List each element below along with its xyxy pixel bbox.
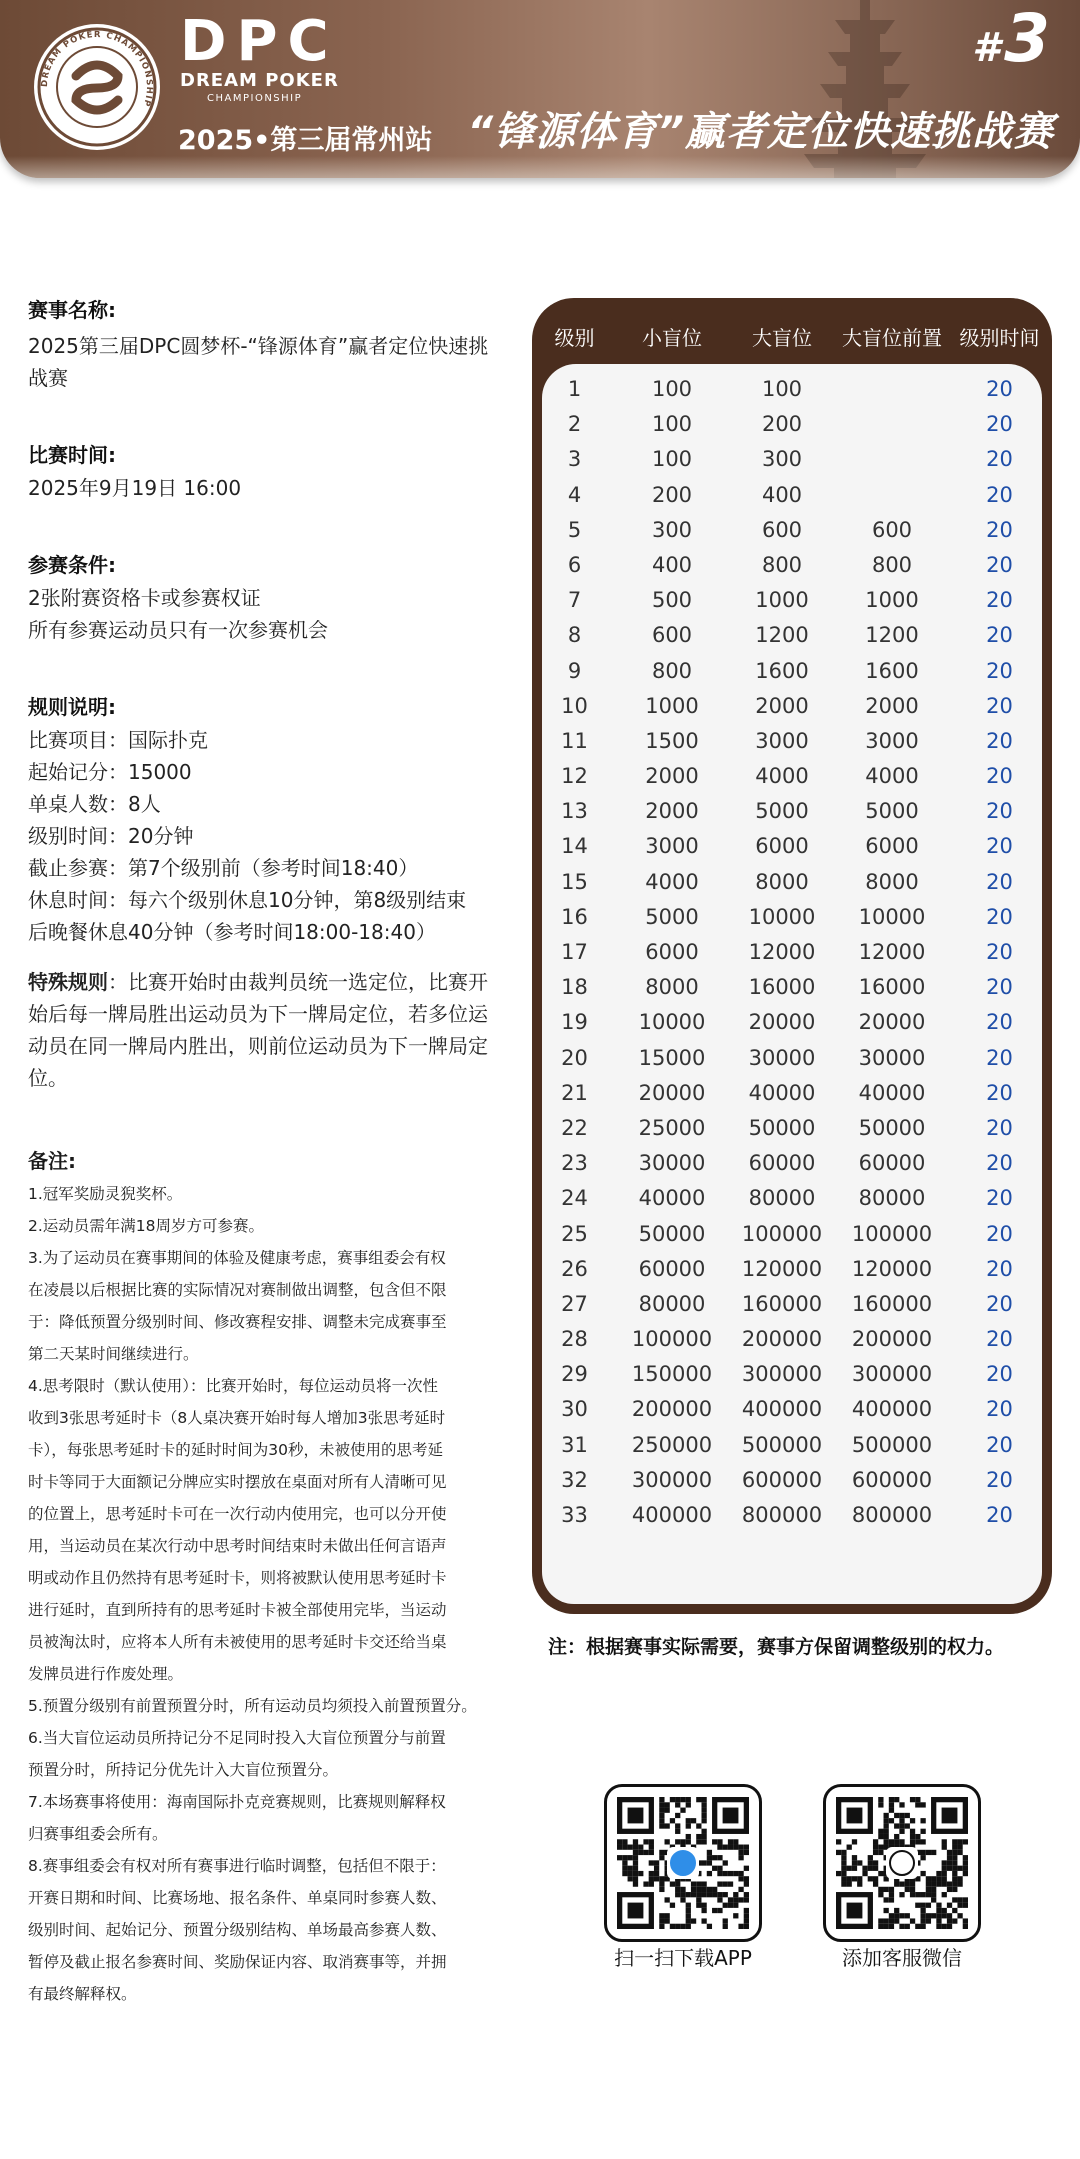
table-row [532,513,1052,548]
cell-level-time: 20 [986,377,1013,401]
note-line: 开赛日期和时间、比赛场地、报名条件、单桌同时参赛人数、 [28,1889,447,1907]
special-rules-label: 特殊规则 [28,970,108,994]
cell-big-blind-ante: 10000 [858,904,926,929]
cell-big-blind-ante: 100000 [851,1221,933,1246]
cell-level-time: 20 [986,482,1013,507]
cell-level-time: 20 [986,1186,1013,1211]
cell-level: 12 [561,764,588,789]
cell-big-blind: 300000 [741,1362,823,1387]
cell-big-blind: 10000 [748,904,816,929]
cell-level-time: 20 [986,764,1013,789]
note-line: 于：降低预置分级别时间、修改赛程安排、调整未完成赛事至 [28,1313,447,1331]
cell-big-blind-ante: 8000 [865,869,919,894]
cell-level: 31 [561,1432,588,1457]
cell-big-blind: 100 [761,377,803,401]
cell-big-blind-ante: 20000 [858,1010,926,1035]
table-row [532,759,1052,794]
tour-stop-title: 2025•第三届常州站 [178,125,433,156]
table-row [532,1146,1052,1181]
conditions-label: 参赛条件: [28,553,116,577]
cell-big-blind: 1200 [755,623,809,648]
note-line: 暂停及截止报名参赛时间、奖励保证内容、取消赛事等，并拥 [28,1953,447,1971]
cell-level: 1 [567,377,582,401]
dpc-logo-emblem [34,24,160,150]
rule-line: 休息时间：每六个级别休息10分钟，第8级别结束 [28,888,467,912]
header-big-blind-ante: 大盲位前置 [842,326,942,350]
cell-level: 16 [561,904,588,929]
note-line: 用，当运动员在某次行动中思考时间结束时未做出任何言语声 [28,1537,447,1555]
cell-big-blind: 4000 [755,764,809,789]
cell-level-time: 20 [986,1010,1013,1035]
rule-line: 比赛项目：国际扑克 [28,728,208,752]
cell-level-time: 20 [986,869,1013,894]
header-level: 级别 [554,326,595,350]
cell-big-blind-ante [837,407,947,442]
cell-level: 23 [561,1151,588,1176]
rule-line: 单桌人数：8人 [28,792,161,816]
cell-big-blind: 500000 [741,1432,823,1457]
rule-line: 起始记分：15000 [28,760,192,784]
cell-level: 18 [561,975,588,1000]
cell-level: 21 [561,1080,588,1105]
table-footnote: 注：根据赛事实际需要，赛事方保留调整级别的权力。 [548,1636,1005,1658]
cell-level: 28 [561,1327,588,1352]
cell-big-blind-ante: 1000 [865,588,919,613]
cell-small-blind: 300000 [631,1467,713,1492]
cell-big-blind-ante: 12000 [858,940,926,964]
cell-level-time: 20 [986,975,1013,1000]
cell-big-blind: 6000 [755,834,809,859]
cell-level-time: 20 [986,552,1013,577]
cell-level-time: 20 [986,623,1013,648]
brand-line-2: CHAMPIONSHIP [207,93,303,104]
cell-small-blind: 3000 [645,834,699,859]
cell-big-blind-ante: 3000 [865,728,919,753]
wechat-qr-label: 添加客服微信 [842,1946,962,1970]
cell-level: 8 [567,623,582,648]
cell-level: 27 [561,1291,588,1316]
header-level-time: 级别时间 [959,326,1040,350]
time-label: 比赛时间: [28,443,116,467]
note-line: 4.思考限时（默认使用）：比赛开始时，每位运动员将一次性 [28,1377,439,1395]
cell-small-blind: 150000 [631,1362,713,1387]
table-row [532,1076,1052,1111]
table-row [532,1322,1052,1357]
note-line: 有最终解释权。 [28,1985,137,2003]
note-line: 卡），每张思考延时卡的延时时间为30秒，未被使用的思考延 [28,1441,443,1459]
note-line: 1.冠军奖励灵猊奖杯。 [28,1185,183,1203]
cell-level-time: 20 [986,447,1013,472]
table-row [532,1463,1052,1498]
cell-big-blind: 400 [761,482,803,507]
table-row [532,865,1052,900]
cell-level-time: 20 [986,1045,1013,1070]
cell-big-blind-ante: 500000 [851,1432,933,1457]
cell-big-blind-ante: 1200 [865,623,919,648]
cell-small-blind: 20000 [638,1080,706,1105]
cell-level-time: 20 [986,1503,1013,1527]
event-number-value: 3 [1004,0,1050,77]
cell-big-blind-ante: 16000 [858,975,926,1000]
cell-small-blind: 2000 [645,764,699,789]
cell-big-blind-ante: 5000 [865,799,919,824]
table-row [532,1217,1052,1252]
cell-level-time: 20 [986,940,1013,964]
cell-level-time: 20 [986,1467,1013,1492]
note-line: 2.运动员需年满18周岁方可参赛。 [28,1217,265,1235]
dpc-logo [34,24,160,150]
table-row [532,1498,1052,1533]
note-line: 发牌员进行作废处理。 [28,1665,184,1683]
rule-line: 级别时间：20分钟 [28,824,194,848]
cell-level-time: 20 [986,1256,1013,1281]
cell-level: 7 [567,588,582,613]
table-row [532,583,1052,618]
table-row [532,1392,1052,1427]
cell-small-blind: 50000 [638,1221,706,1246]
cell-big-blind-ante [837,478,947,513]
cell-small-blind: 10000 [638,1010,706,1035]
cell-small-blind: 5000 [645,904,699,929]
cell-big-blind: 800000 [741,1503,823,1527]
cell-big-blind: 200 [761,412,803,437]
rule-line: 截止参赛：第7个级别前（参考时间18:40） [28,856,419,880]
cell-level: 3 [567,447,582,472]
cell-big-blind: 600 [761,517,803,542]
event-hash: # [972,25,1001,71]
table-row [532,1005,1052,1040]
cell-big-blind-ante: 4000 [865,764,919,789]
cell-big-blind-ante: 600 [871,517,913,542]
cell-small-blind: 250000 [631,1432,713,1457]
cell-level-time: 20 [986,1115,1013,1140]
cell-level: 19 [561,1010,588,1035]
cell-big-blind-ante [837,442,947,477]
cell-small-blind: 500 [651,588,693,613]
table-row [532,442,1052,477]
cell-level-time: 20 [986,1291,1013,1316]
cell-big-blind: 300 [761,447,803,472]
cell-level-time: 20 [986,588,1013,613]
table-row [532,1041,1052,1076]
cell-level-time: 20 [986,1151,1013,1176]
note-line: 3.为了运动员在赛事期间的体验及健康考虑，赛事组委会有权 [28,1249,446,1267]
header-small-blind: 小盲位 [642,326,702,350]
cell-big-blind: 200000 [741,1327,823,1352]
cell-big-blind: 400000 [741,1397,823,1422]
cell-level: 33 [561,1503,588,1527]
note-line: 归赛事组委会所有。 [28,1825,168,1843]
cell-big-blind: 100000 [741,1221,823,1246]
cell-small-blind: 100 [651,447,693,472]
cell-small-blind: 4000 [645,869,699,894]
cell-big-blind: 8000 [755,869,809,894]
table-row [532,407,1052,442]
table-rows [532,372,1052,1533]
cell-small-blind: 15000 [638,1045,706,1070]
table-row [532,1357,1052,1392]
cell-big-blind: 600000 [741,1467,823,1492]
cell-small-blind: 1500 [645,728,699,753]
cell-big-blind-ante: 800 [871,552,913,577]
note-line: 6.当大盲位运动员所持记分不足同时投入大盲位预置分与前置 [28,1729,446,1747]
cell-big-blind: 160000 [741,1291,823,1316]
header-banner [0,0,1080,178]
rules-label: 规则说明: [28,695,116,719]
special-rules [28,966,498,1094]
cell-small-blind: 80000 [638,1291,706,1316]
cell-level: 22 [561,1115,588,1140]
note-line: 第二天某时间继续进行。 [28,1345,199,1363]
table-row [532,1181,1052,1216]
note-line: 8.赛事组委会有权对所有赛事进行临时调整，包括但不限于： [28,1857,446,1875]
cell-big-blind-ante: 1600 [865,658,919,683]
cell-small-blind: 100 [651,412,693,437]
notes-list [28,1178,508,2010]
banner-texture [0,156,1080,178]
cell-level-time: 20 [986,728,1013,753]
cell-big-blind-ante: 80000 [858,1186,926,1211]
header-big-blind: 大盲位 [752,326,812,350]
wechat-service-qr[interactable] [823,1784,981,1942]
cell-small-blind: 6000 [645,940,699,964]
qr-code-icon [617,1797,749,1929]
table-row [532,689,1052,724]
cell-level: 9 [567,658,582,683]
cell-big-blind: 30000 [748,1045,816,1070]
note-line: 7.本场赛事将使用：海南国际扑克竞赛规则，比赛规则解释权 [28,1793,446,1811]
cell-big-blind: 50000 [748,1115,816,1140]
note-line: 的位置上，思考延时卡可在一次行动内使用完，也可以分开使 [28,1505,447,1523]
table-row [532,478,1052,513]
cell-small-blind: 60000 [638,1256,706,1281]
name-value: 2025第三届DPC圆梦杯-“锋源体育”赢者定位快速挑战赛 [28,334,489,390]
cell-level-time: 20 [986,1221,1013,1246]
cell-big-blind: 120000 [741,1256,823,1281]
cell-big-blind-ante: 600000 [851,1467,933,1492]
cell-small-blind: 40000 [638,1186,706,1211]
cell-level-time: 20 [986,834,1013,859]
cell-level: 2 [567,412,582,437]
cell-big-blind-ante: 50000 [858,1115,926,1140]
cell-big-blind: 1000 [755,588,809,613]
cell-big-blind-ante: 200000 [851,1327,933,1352]
cell-level-time: 20 [986,1080,1013,1105]
blind-structure-table [532,298,1052,1614]
cell-small-blind: 400 [651,552,693,577]
cell-level: 13 [561,799,588,824]
cell-level: 5 [567,517,582,542]
cell-big-blind-ante: 2000 [865,693,919,718]
cell-big-blind: 3000 [755,728,809,753]
cell-level: 10 [561,693,588,718]
cell-level-time: 20 [986,904,1013,929]
name-label: 赛事名称: [28,298,116,322]
rule-line: 后晚餐休息40分钟（参考时间18:00-18:40） [28,920,436,944]
condition-line: 所有参赛运动员只有一次参赛机会 [28,618,328,642]
cell-big-blind-ante: 6000 [865,834,919,859]
cell-small-blind: 400000 [631,1503,713,1527]
cell-small-blind: 600 [651,623,693,648]
cell-level-time: 20 [986,1362,1013,1387]
table-row [532,935,1052,970]
cell-big-blind: 2000 [755,693,809,718]
cell-small-blind: 8000 [645,975,699,1000]
cell-level-time: 20 [986,412,1013,437]
table-row [532,372,1052,407]
cell-level: 17 [561,940,588,964]
table-header [532,322,1052,362]
cell-big-blind: 40000 [748,1080,816,1105]
condition-line: 2张附赛资格卡或参赛权证 [28,586,261,610]
cell-big-blind-ante: 30000 [858,1045,926,1070]
note-line: 收到3张思考延时卡（8人桌决赛开始时每人增加3张思考延时 [28,1409,446,1427]
table-row [532,618,1052,653]
cell-level-time: 20 [986,517,1013,542]
app-download-qr[interactable] [604,1784,762,1942]
cell-big-blind-ante: 800000 [851,1503,933,1527]
table-row [532,900,1052,935]
logo-ring-text: DREAM POKER CHAMPIONSHIP [39,29,155,109]
cell-big-blind-ante: 40000 [858,1080,926,1105]
cell-small-blind: 800 [651,658,693,683]
note-line: 预置分时，所持记分优先计入大盲位预置分。 [28,1761,339,1779]
table-row [532,1287,1052,1322]
time-value: 2025年9月19日 16:00 [28,476,242,500]
note-line: 进行延时，直到所持有的思考延时卡被全部使用完毕，当运动 [28,1601,447,1619]
cell-level-time: 20 [986,799,1013,824]
cell-big-blind: 5000 [755,799,809,824]
event-info [28,290,508,2010]
cell-small-blind: 200000 [631,1397,713,1422]
note-line: 时卡等同于大面额记分牌应实时摆放在桌面对所有人清晰可见 [28,1473,447,1491]
cell-big-blind: 12000 [748,940,816,964]
cell-small-blind: 100000 [631,1327,713,1352]
cell-level-time: 20 [986,1327,1013,1352]
cell-big-blind-ante: 400000 [851,1397,933,1422]
cell-small-blind: 25000 [638,1115,706,1140]
table-row [532,724,1052,759]
table-row [532,548,1052,583]
cell-level: 29 [561,1362,588,1387]
qr-code-icon [836,1797,968,1929]
cell-level: 6 [567,552,582,577]
table-row [532,1428,1052,1463]
cell-big-blind: 800 [761,552,803,577]
note-line: 员被淘汰时，应将本人所有未被使用的思考延时卡交还给当桌 [28,1633,447,1651]
cell-level: 15 [561,869,588,894]
brand-line-1: DREAM POKER [180,70,339,91]
cell-big-blind-ante [837,372,947,407]
cell-level-time: 20 [986,658,1013,683]
cell-big-blind-ante: 60000 [858,1151,926,1176]
note-line: 5.预置分级别有前置预置分时，所有运动员均须投入前置预置分。 [28,1697,477,1715]
cell-level: 4 [567,482,582,507]
note-line: 在凌晨以后根据比赛的实际情况对赛制做出调整，包含但不限 [28,1281,447,1299]
cell-small-blind: 1000 [645,693,699,718]
note-line: 级别时间、起始记分、预置分级别结构、单场最高参赛人数、 [28,1921,447,1939]
cell-small-blind: 100 [651,377,693,401]
cell-big-blind: 1600 [755,658,809,683]
brand-wordmark: DPC [180,9,339,74]
cell-level: 24 [561,1186,588,1211]
table-row [532,1252,1052,1287]
cell-big-blind: 16000 [748,975,816,1000]
cell-level: 20 [561,1045,588,1070]
cell-level: 26 [561,1256,588,1281]
cell-big-blind-ante: 160000 [851,1291,933,1316]
special-rules-text: ：比赛开始时由裁判员统一选定位，比赛开始后每一牌局胜出运动员为下一牌局定位，若多位运动员在同一牌局内胜出，则前位运动员为下一牌局定位。 [28,970,488,1090]
cell-level-time: 20 [986,693,1013,718]
cell-big-blind: 80000 [748,1186,816,1211]
cell-big-blind: 60000 [748,1151,816,1176]
cell-level-time: 20 [986,1397,1013,1422]
app-qr-label: 扫一扫下载APP [614,1946,752,1970]
table-row [532,970,1052,1005]
cell-level: 25 [561,1221,588,1246]
cell-big-blind-ante: 300000 [851,1362,933,1387]
cell-level: 32 [561,1467,588,1492]
cell-big-blind-ante: 120000 [851,1256,933,1281]
event-number [972,0,1050,77]
cell-level: 11 [561,728,588,753]
note-line: 明或动作且仍然持有思考延时卡，则将被默认使用思考延时卡 [28,1569,447,1587]
cell-big-blind: 20000 [748,1010,816,1035]
cell-small-blind: 200 [651,482,693,507]
cell-small-blind: 30000 [638,1151,706,1176]
cell-level: 14 [561,834,588,859]
event-headline: “锋源体育”赢者定位快速挑战赛 [467,109,1054,155]
cell-level: 30 [561,1397,588,1422]
cell-small-blind: 2000 [645,799,699,824]
table-row [532,794,1052,829]
table-row [532,1111,1052,1146]
cell-level-time: 20 [986,1432,1013,1457]
cell-small-blind: 300 [651,517,693,542]
table-row [532,654,1052,689]
notes-label: 备注: [28,1149,76,1173]
table-row [532,829,1052,864]
